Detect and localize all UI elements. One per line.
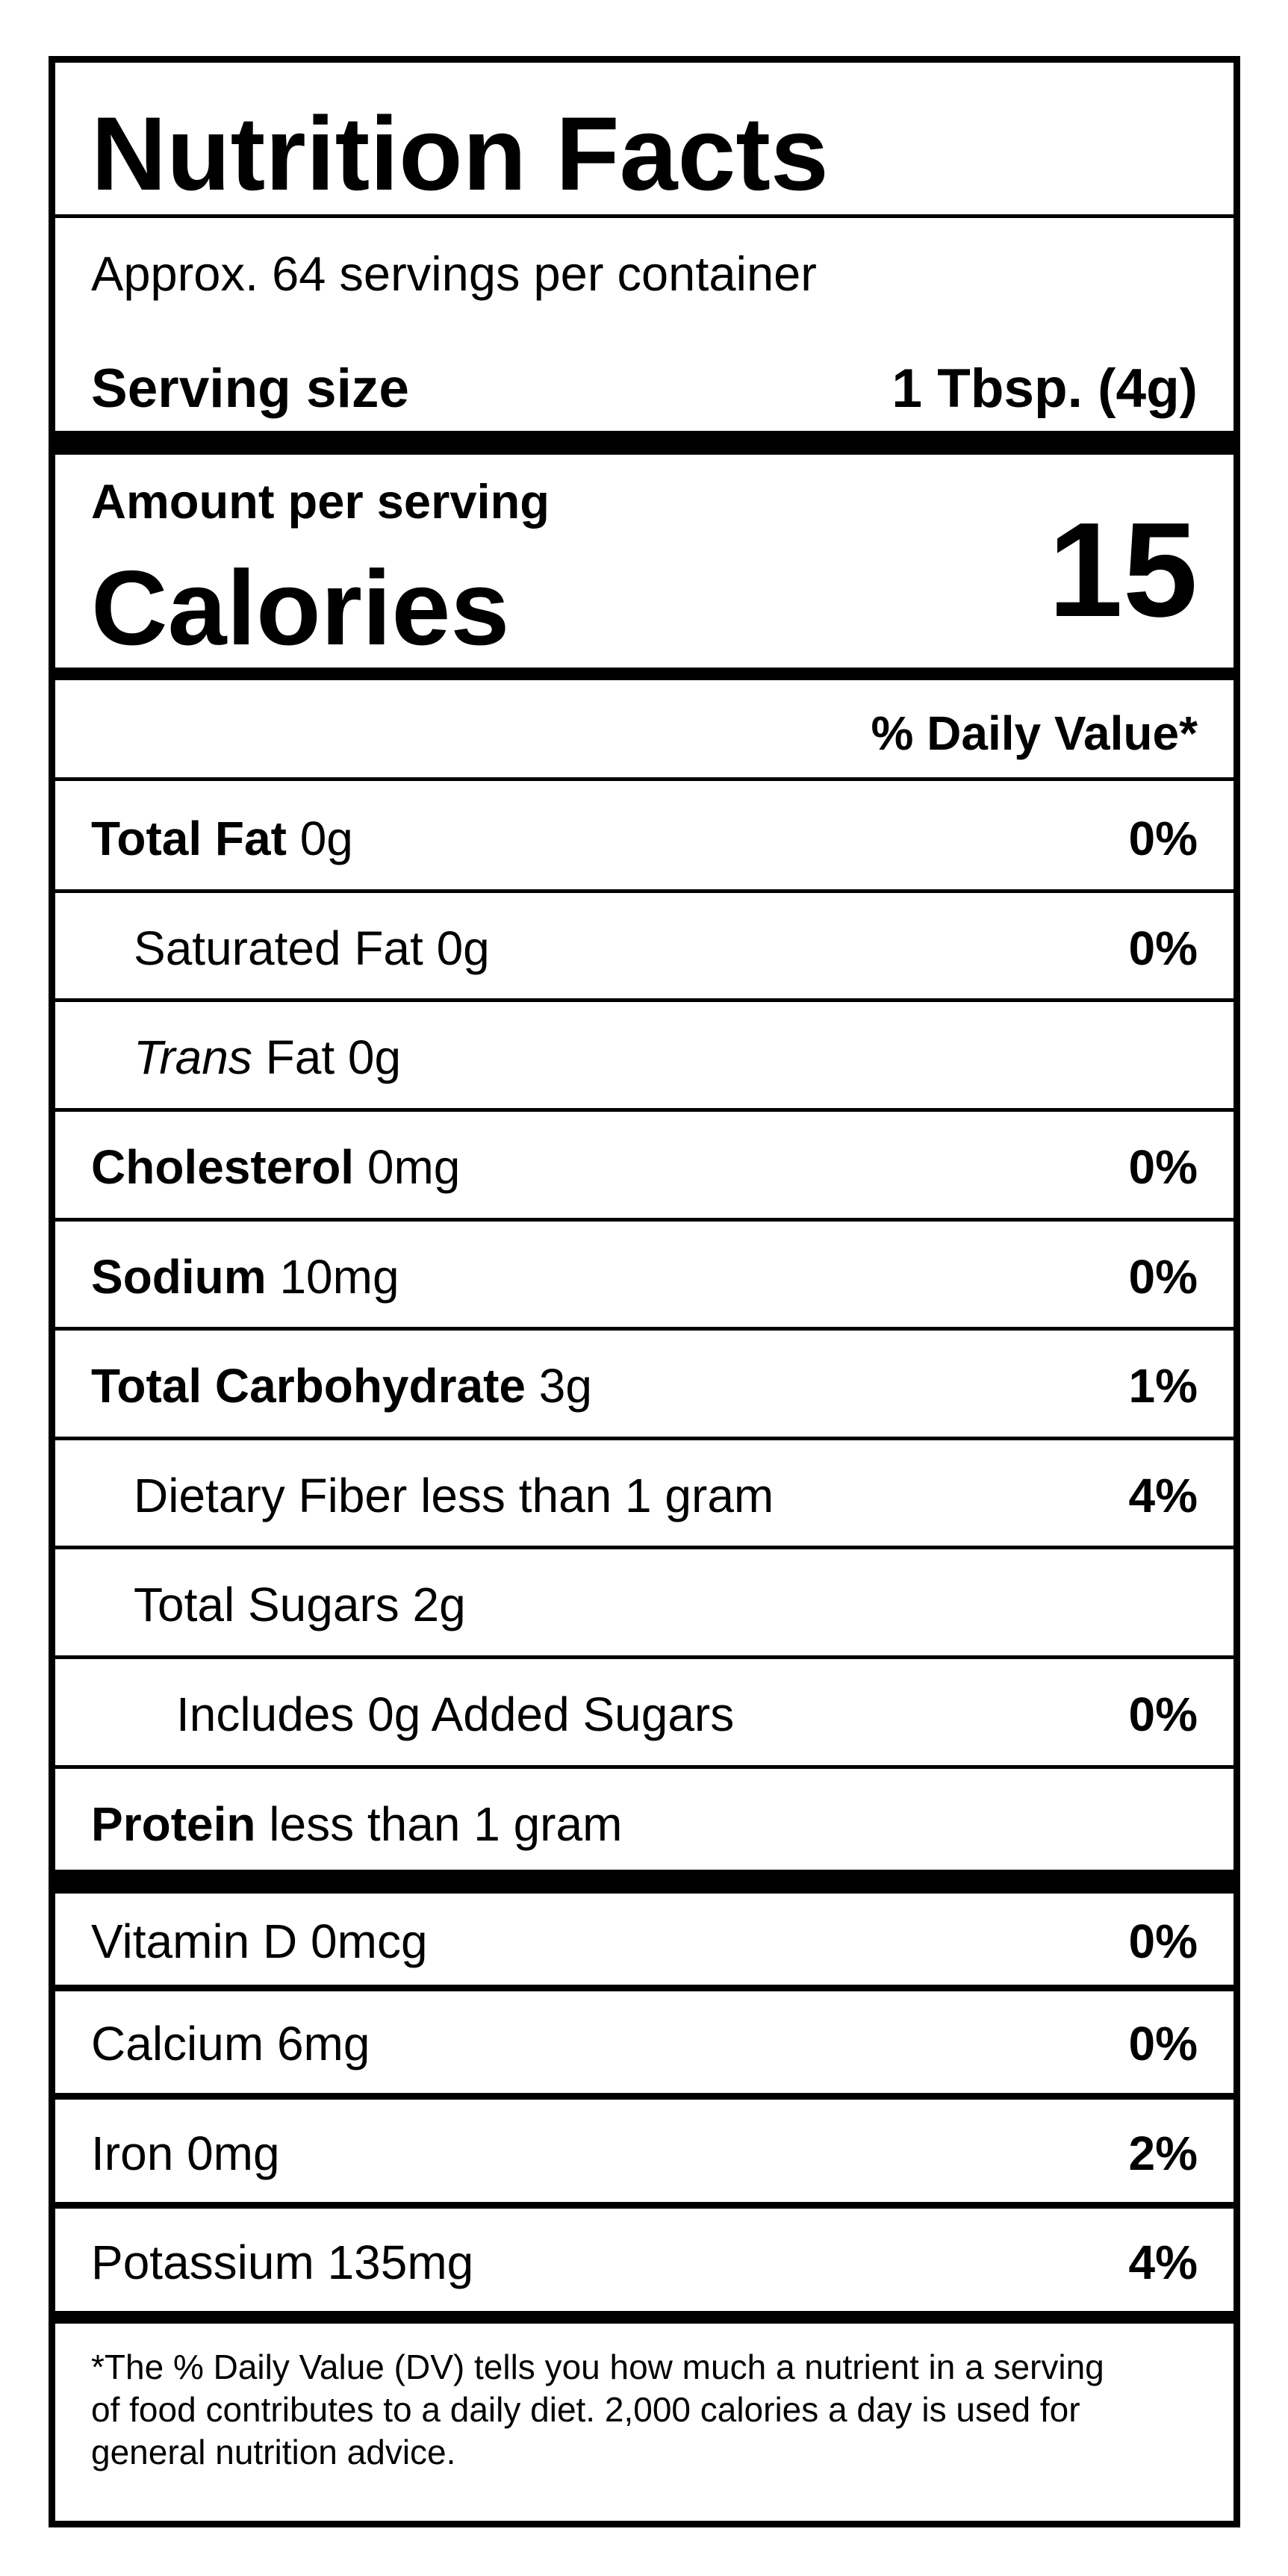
label-title: Nutrition Facts (91, 95, 829, 212)
nutrient-row-dietary-fiber (55, 1440, 1233, 1549)
footnote-line: general nutrition advice. (91, 2433, 456, 2471)
thick-divider-top (55, 431, 1233, 455)
nutrient-amount: 0mg (367, 1140, 461, 1194)
calories-value: 15 (1048, 495, 1198, 645)
row-divider (55, 1985, 1233, 1991)
vitamin-dv: 0% (1128, 1914, 1198, 1968)
row-divider (55, 2202, 1233, 2209)
nutrient-row-cholesterol (55, 1112, 1233, 1221)
nutrient-row-protein (55, 1769, 1233, 1873)
nutrient-row-saturated-fat (55, 893, 1233, 1002)
nutrient-name: Trans (134, 1030, 252, 1084)
nutrient-dv: 0% (1128, 812, 1198, 865)
nutrient-dv: 0% (1128, 1250, 1198, 1304)
amount-per-serving: Amount per serving (91, 474, 550, 529)
vitamin-name: Vitamin D 0mcg (91, 1914, 428, 1968)
nutrient-name: Includes 0g Added Sugars (176, 1687, 735, 1741)
nutrient-row-total-fat (55, 781, 1233, 890)
servings-per-container: Approx. 64 servings per container (91, 246, 817, 301)
nutrient-row-added-sugars (55, 1659, 1233, 1768)
nutrient-name: Saturated Fat (134, 921, 423, 975)
vitamin-dv: 4% (1128, 2236, 1198, 2289)
vitamin-name: Iron 0mg (91, 2127, 280, 2180)
vitamin-row-vitamin-d (55, 1894, 1233, 1985)
vitamin-dv: 2% (1128, 2127, 1198, 2180)
thick-divider-vitamins (55, 1870, 1233, 1894)
vitamin-row-iron (55, 2100, 1233, 2202)
nutrient-row-sodium (55, 1222, 1233, 1331)
nutrient-dv: 0% (1128, 921, 1198, 975)
row-divider (55, 2093, 1233, 2100)
nutrient-name: Protein (91, 1797, 256, 1851)
nutrient-row-total-carbohydrate (55, 1331, 1233, 1440)
nutrient-amount: less than 1 gram (269, 1797, 623, 1851)
nutrient-amount: 0g (299, 812, 353, 865)
title-divider (55, 214, 1233, 218)
nutrient-row-trans-fat (55, 1002, 1233, 1111)
nutrient-dv: 0% (1128, 1140, 1198, 1194)
nutrient-name: Total Fat (91, 812, 287, 865)
vitamin-dv: 0% (1128, 2017, 1198, 2071)
vitamin-row-calcium (55, 1991, 1233, 2093)
nutrient-name: Dietary Fiber less than 1 gram (134, 1469, 774, 1522)
nutrient-amount: 10mg (279, 1250, 399, 1304)
nutrient-dv: 1% (1128, 1359, 1198, 1413)
nutrient-row-total-sugars (55, 1549, 1233, 1658)
footnote (91, 2346, 1104, 2474)
nutrition-facts-label (49, 56, 1240, 2527)
daily-value-header: % Daily Value* (871, 706, 1198, 760)
medium-divider-calories (55, 668, 1233, 680)
nutrient-name: Total Sugars 2g (134, 1578, 466, 1631)
serving-size-label: Serving size (91, 358, 410, 419)
footnote-line: of food contributes to a daily diet. 2,000 calories a day is used for (91, 2390, 1080, 2429)
nutrient-name: Sodium (91, 1250, 267, 1304)
nutrient-name: Cholesterol (91, 1140, 355, 1194)
footnote-line: *The % Daily Value (DV) tells you how much a nutrient in a serving (91, 2348, 1104, 2386)
nutrient-name: Total Carbohydrate (91, 1359, 526, 1413)
nutrient-dv: 0% (1128, 1687, 1198, 1741)
nutrient-dv: 4% (1128, 1469, 1198, 1522)
serving-size-value: 1 Tbsp. (4g) (892, 358, 1198, 419)
thick-divider-footnote (55, 2311, 1233, 2324)
calories-label: Calories (91, 549, 510, 668)
vitamin-name: Calcium 6mg (91, 2017, 370, 2071)
nutrient-amount: 0g (436, 921, 490, 975)
vitamin-row-potassium (55, 2209, 1233, 2311)
vitamin-name: Potassium 135mg (91, 2236, 474, 2289)
nutrient-amount: Fat 0g (265, 1030, 402, 1084)
nutrient-amount: 3g (538, 1359, 592, 1413)
